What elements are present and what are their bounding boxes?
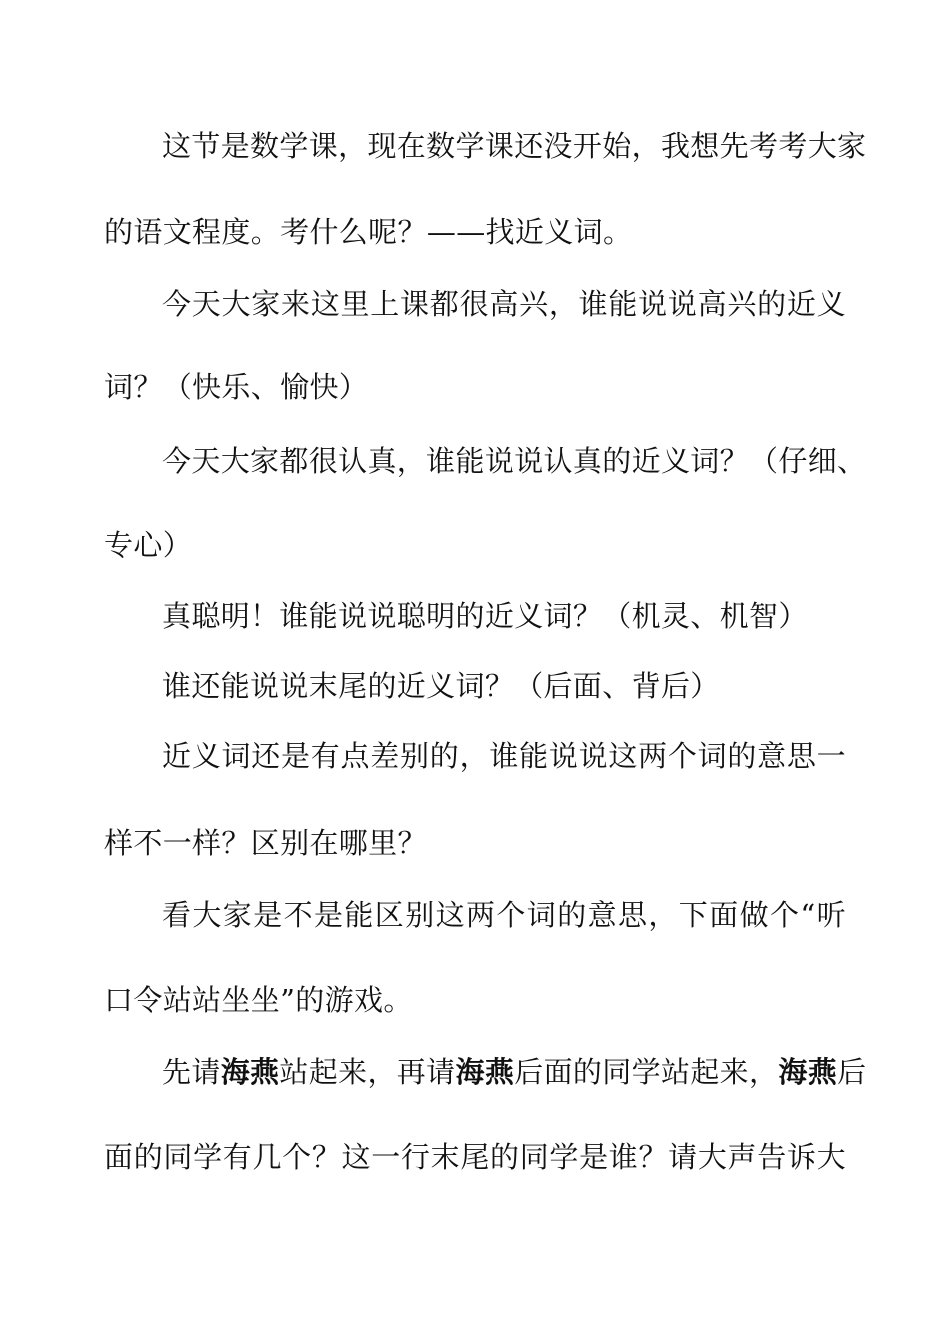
paragraph-1-line-1: 这节是数学课，现在数学课还没开始，我想先考考大家: [162, 129, 867, 163]
paragraph-6-line-2: 样不一样？区别在哪里？: [104, 826, 427, 860]
paragraph-3-line-2: 专心）: [104, 528, 193, 562]
paragraph-8-line-2: 面的同学有几个？这一行末尾的同学是谁？请大声告诉大: [104, 1140, 846, 1174]
paragraph-1-line-2: 的语文程度。考什么呢？——找近义词。: [104, 215, 633, 249]
paragraph-6-line-1: 近义词还是有点差别的，谁能说说这两个词的意思一: [162, 739, 846, 773]
text-segment: 先请: [162, 1055, 221, 1089]
paragraph-3-line-1: 今天大家都很认真，谁能说说认真的近义词？（仔细、: [162, 444, 867, 478]
paragraph-4-line-1: 真聪明！谁能说说聪明的近义词？（机灵、机智）: [162, 599, 808, 633]
paragraph-2-line-2: 词？（快乐、愉快）: [104, 370, 369, 404]
paragraph-7-line-2: 口令站站坐坐”的游戏。: [104, 983, 413, 1017]
paragraph-8-line-1: [162, 1052, 867, 1092]
bold-name: 海燕: [778, 1055, 838, 1089]
bold-name: 海燕: [455, 1055, 515, 1089]
text-segment: 站起来，再请: [279, 1055, 456, 1089]
text-segment: 后: [837, 1055, 867, 1089]
paragraph-5-line-1: 谁还能说说末尾的近义词？（后面、背后）: [162, 669, 720, 703]
paragraph-2-line-1: 今天大家来这里上课都很高兴，谁能说说高兴的近义: [162, 287, 846, 321]
bold-name: 海燕: [220, 1055, 280, 1089]
text-segment: 后面的同学站起来，: [514, 1055, 779, 1089]
paragraph-7-line-1: 看大家是不是能区别这两个词的意思，下面做个“听: [162, 898, 846, 932]
